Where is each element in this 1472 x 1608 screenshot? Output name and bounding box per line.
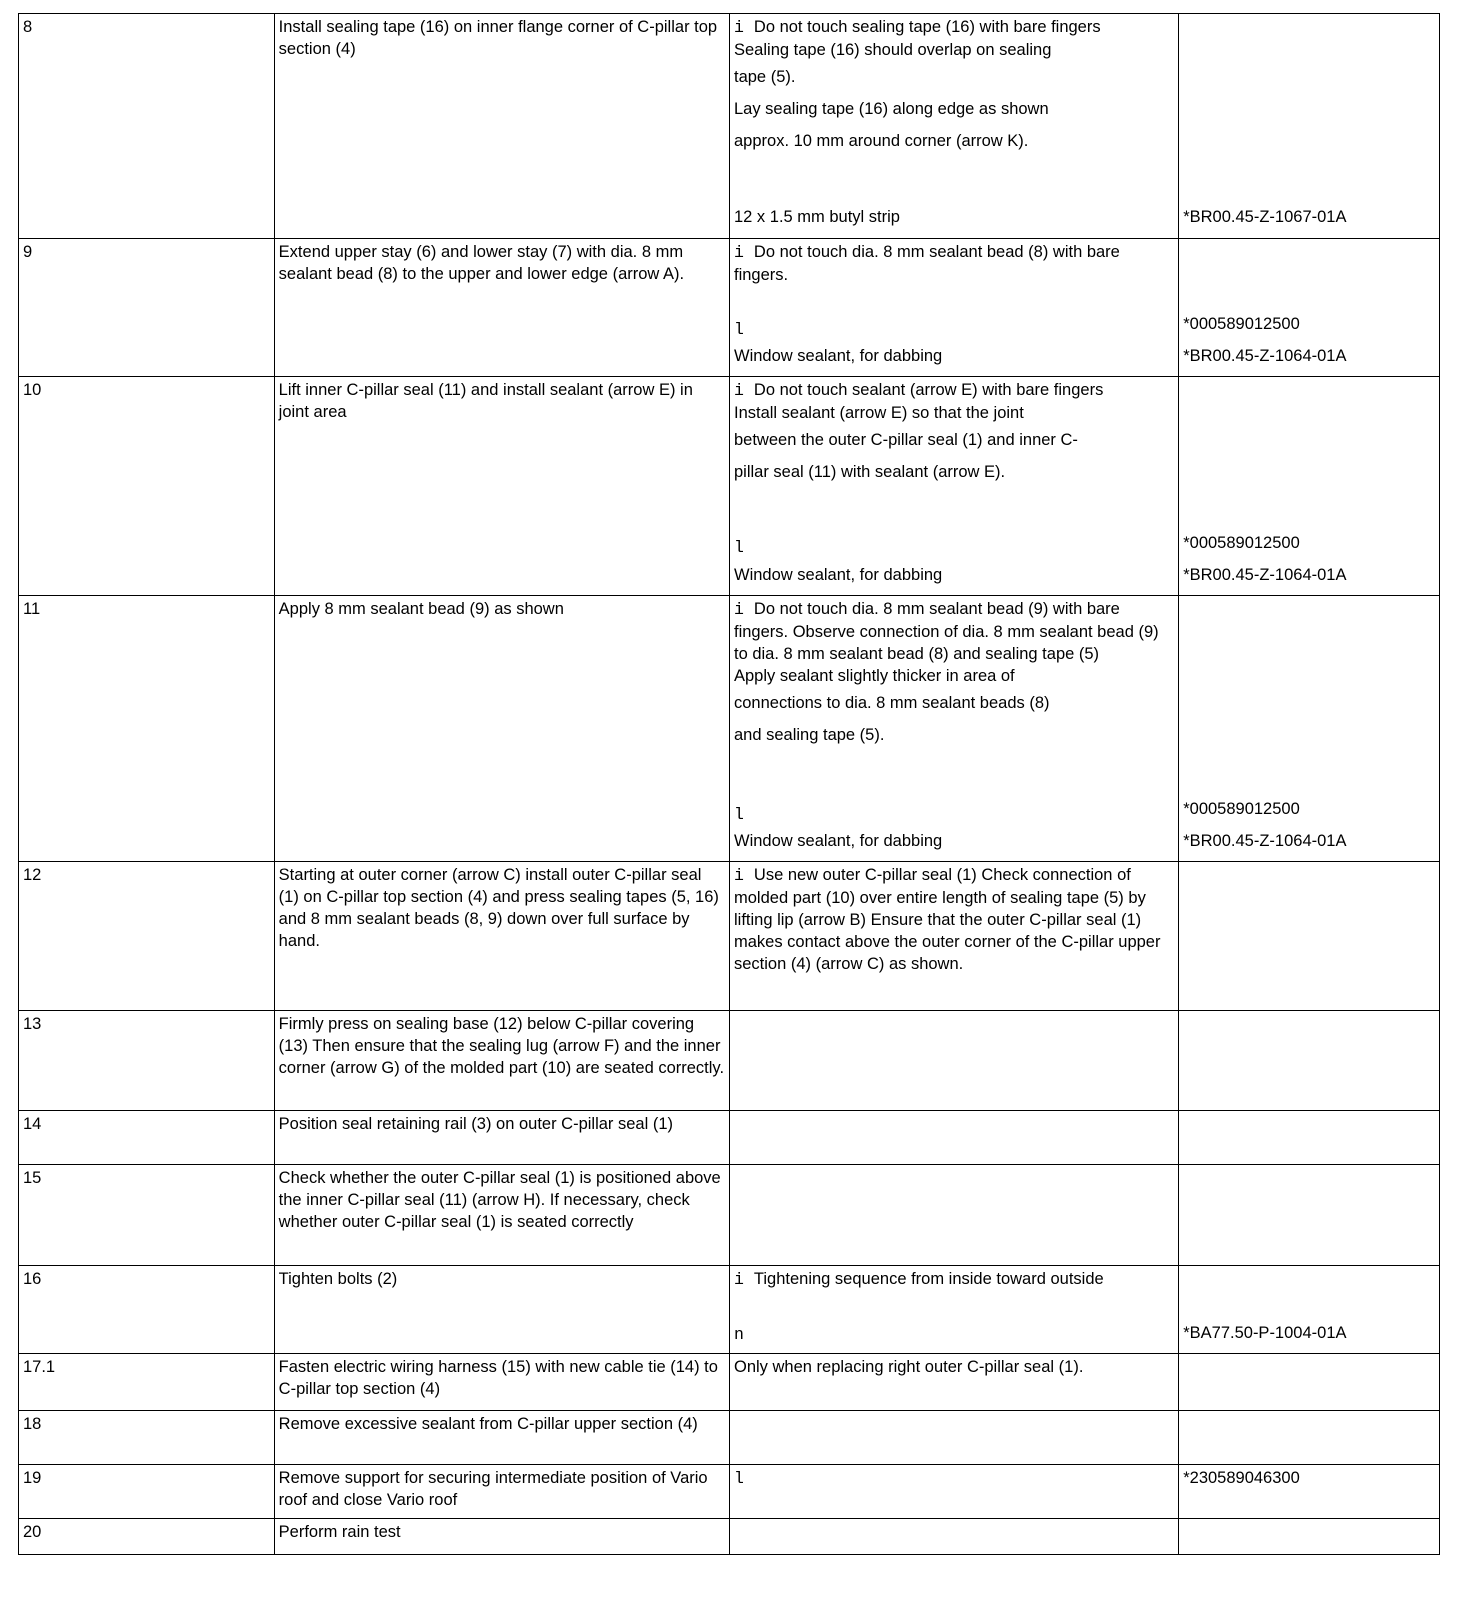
- note-line: pillar seal (11) with sealant (arrow E).: [734, 463, 1006, 481]
- step-number-cell: [19, 1266, 275, 1354]
- reference-link[interactable]: *BR00.45-Z-1064-01A: [1183, 566, 1347, 584]
- operation-text: Check whether the outer C-pillar seal (1) is positioned above the inner C-pillar seal (11) (arrow H). If necessary, check whether outer C-pillar seal (1) is seated correctly: [278, 1169, 721, 1231]
- reference-cell: [1179, 1354, 1440, 1411]
- operation-cell: [274, 862, 729, 1011]
- notes-cell: [730, 377, 1179, 596]
- table-row-step-20: [19, 1519, 1440, 1555]
- reference-link[interactable]: *BR00.45-Z-1064-01A: [1183, 347, 1347, 365]
- table-row-step-17-1: [19, 1354, 1440, 1411]
- reference-cell: [1179, 377, 1440, 596]
- note-line: approx. 10 mm around corner (arrow K).: [734, 132, 1029, 150]
- table-row-step-10: [19, 377, 1440, 596]
- operation-text: Tighten bolts (2): [278, 1270, 398, 1288]
- notes-cell: [730, 596, 1179, 862]
- material-text: 12 x 1.5 mm butyl strip: [734, 208, 900, 226]
- note-line: Apply sealant slightly thicker in area of: [734, 667, 1015, 685]
- material-icon: l: [734, 805, 744, 824]
- table-row-step-18: [19, 1411, 1440, 1465]
- operation-cell: [274, 1011, 729, 1111]
- material-text: Window sealant, for dabbing: [734, 347, 943, 365]
- notes-cell: [730, 1165, 1179, 1266]
- reference-link[interactable]: *000589012500: [1183, 534, 1300, 552]
- info-note-text: Do not touch sealing tape (16) with bare fingers: [753, 18, 1101, 36]
- material-icon: l: [734, 538, 744, 557]
- operation-text: Apply 8 mm sealant bead (9) as shown: [278, 600, 564, 618]
- operation-cell: [274, 1266, 729, 1354]
- step-number-cell: [19, 1165, 275, 1266]
- procedure-table: [18, 13, 1440, 1555]
- reference-link[interactable]: *BA77.50-P-1004-01A: [1183, 1324, 1347, 1342]
- reference-link[interactable]: *230589046300: [1183, 1469, 1300, 1487]
- operation-cell: [274, 1465, 729, 1519]
- step-number: 16: [23, 1270, 42, 1288]
- step-number: 10: [23, 381, 42, 399]
- reference-cell: [1179, 596, 1440, 862]
- info-note: [734, 16, 1174, 39]
- step-number: 15: [23, 1169, 42, 1187]
- operation-cell: [274, 1354, 729, 1411]
- operation-text: Position seal retaining rail (3) on outer C-pillar seal (1): [278, 1115, 674, 1133]
- reference-link[interactable]: *BR00.45-Z-1064-01A: [1183, 832, 1347, 850]
- operation-cell: [274, 596, 729, 862]
- operation-text: Fasten electric wiring harness (15) with new cable tie (14) to C-pillar top section (4): [278, 1358, 718, 1398]
- material-text: Window sealant, for dabbing: [734, 566, 943, 584]
- info-icon: i: [734, 18, 744, 37]
- info-icon: i: [734, 243, 744, 262]
- operation-text: Extend upper stay (6) and lower stay (7) with dia. 8 mm sealant bead (8) to the upper and lower edge (arrow A).: [278, 243, 685, 283]
- info-note: [734, 379, 1174, 402]
- table-row-step-9: [19, 239, 1440, 377]
- step-number-cell: [19, 239, 275, 377]
- reference-cell: [1179, 1266, 1440, 1354]
- material-text: Window sealant, for dabbing: [734, 832, 943, 850]
- step-number: 11: [23, 600, 41, 618]
- note-line: Install sealant (arrow E) so that the joint: [734, 404, 1024, 422]
- operation-text: Lift inner C-pillar seal (11) and install sealant (arrow E) in joint area: [278, 381, 693, 421]
- info-note: [734, 1268, 1174, 1291]
- note-line: and sealing tape (5).: [734, 726, 885, 744]
- table-row-step-12: [19, 862, 1440, 1011]
- table-row-step-13: [19, 1011, 1440, 1111]
- step-number-cell: [19, 377, 275, 596]
- operation-text: Remove excessive sealant from C-pillar upper section (4): [278, 1415, 698, 1433]
- notes-cell: [730, 239, 1179, 377]
- notes-cell: [730, 1519, 1179, 1555]
- step-number-cell: [19, 1011, 275, 1111]
- operation-text: Install sealing tape (16) on inner flange corner of C-pillar top section (4): [278, 18, 718, 58]
- table-row-step-19: [19, 1465, 1440, 1519]
- operation-cell: [274, 1165, 729, 1266]
- operation-cell: [274, 1411, 729, 1465]
- notes-cell: [730, 1465, 1179, 1519]
- step-number: 18: [23, 1415, 42, 1433]
- table-row-step-16: [19, 1266, 1440, 1354]
- step-number: 17.1: [23, 1358, 56, 1376]
- info-note-text: Use new outer C-pillar seal (1) Check connection of molded part (10) over entire length of sealing tape (5) by lifting lip (arrow B) Ensure that the outer C-pillar seal (1) makes contact above the outer corner of the C-pillar upper section (4) (arrow C) as shown.: [734, 866, 1161, 973]
- notes-cell: [730, 1266, 1179, 1354]
- info-note-text: Do not touch sealant (arrow E) with bare fingers: [753, 381, 1104, 399]
- operation-cell: [274, 377, 729, 596]
- step-number: 13: [23, 1015, 42, 1033]
- info-note-text: Tightening sequence from inside toward outside: [753, 1270, 1104, 1288]
- step-number: 8: [23, 18, 33, 36]
- note-line: between the outer C-pillar seal (1) and inner C-: [734, 431, 1078, 449]
- reference-cell: [1179, 1011, 1440, 1111]
- info-icon: i: [734, 381, 744, 400]
- step-number: 20: [23, 1523, 42, 1541]
- info-icon: i: [734, 866, 744, 885]
- step-number: 12: [23, 866, 42, 884]
- step-number-cell: [19, 1354, 275, 1411]
- table-row-step-8: [19, 14, 1440, 239]
- table-row-step-11: [19, 596, 1440, 862]
- reference-cell: [1179, 14, 1440, 239]
- reference-cell: [1179, 239, 1440, 377]
- tool-icon: n: [734, 1325, 744, 1344]
- notes-cell: [730, 1354, 1179, 1411]
- step-number-cell: [19, 1111, 275, 1165]
- note-line: tape (5).: [734, 68, 796, 86]
- operation-cell: [274, 1111, 729, 1165]
- info-note-text: Do not touch dia. 8 mm sealant bead (9) with bare fingers. Observe connection of dia. 8 mm sealant bead (9) to dia. 8 mm sealant bead (8) and sealing tape (5): [734, 600, 1159, 663]
- reference-cell: [1179, 1465, 1440, 1519]
- notes-cell: [730, 862, 1179, 1011]
- operation-text: Starting at outer corner (arrow C) install outer C-pillar seal (1) on C-pillar top section (4) and press sealing tapes (5, 16) and 8 mm sealant beads (8, 9) down over full surface by hand.: [278, 866, 719, 950]
- operation-text: Firmly press on sealing base (12) below C-pillar covering (13) Then ensure that the sealing lug (arrow F) and the inner corner (arrow G) of the molded part (10) are seated correctly.: [278, 1015, 725, 1077]
- notes-cell: [730, 1011, 1179, 1111]
- step-number-cell: [19, 1519, 275, 1555]
- note-line: Lay sealing tape (16) along edge as shown: [734, 100, 1049, 118]
- step-number: 19: [23, 1469, 42, 1487]
- info-icon: i: [734, 1270, 744, 1289]
- operation-cell: [274, 14, 729, 239]
- info-note: [734, 864, 1174, 975]
- operation-text: Remove support for securing intermediate position of Vario roof and close Vario roof: [278, 1469, 708, 1509]
- step-number-cell: [19, 1465, 275, 1519]
- material-icon: l: [734, 320, 744, 339]
- step-number-cell: [19, 596, 275, 862]
- info-text: Only when replacing right outer C-pillar seal (1).: [734, 1358, 1084, 1376]
- table-row-step-15: [19, 1165, 1440, 1266]
- reference-cell: [1179, 1111, 1440, 1165]
- reference-cell: [1179, 1165, 1440, 1266]
- note-line: Sealing tape (16) should overlap on sealing: [734, 41, 1052, 59]
- step-number-cell: [19, 862, 275, 1011]
- info-icon: i: [734, 600, 744, 619]
- info-note-text: Do not touch dia. 8 mm sealant bead (8) with bare fingers.: [734, 243, 1120, 284]
- notes-cell: [730, 1411, 1179, 1465]
- reference-link[interactable]: *000589012500: [1183, 315, 1300, 333]
- notes-cell: [730, 1111, 1179, 1165]
- operation-cell: [274, 1519, 729, 1555]
- step-number: 9: [23, 243, 33, 261]
- reference-cell: [1179, 862, 1440, 1011]
- step-number: 14: [23, 1115, 42, 1133]
- reference-cell: [1179, 1519, 1440, 1555]
- info-note: [734, 241, 1174, 286]
- note-line: connections to dia. 8 mm sealant beads (8): [734, 694, 1050, 712]
- reference-link[interactable]: *000589012500: [1183, 800, 1300, 818]
- info-note: [734, 598, 1174, 665]
- reference-link[interactable]: *BR00.45-Z-1067-01A: [1183, 208, 1347, 226]
- step-number-cell: [19, 14, 275, 239]
- material-icon: l: [734, 1469, 744, 1488]
- operation-cell: [274, 239, 729, 377]
- step-number-cell: [19, 1411, 275, 1465]
- operation-text: Perform rain test: [278, 1523, 401, 1541]
- table-row-step-14: [19, 1111, 1440, 1165]
- notes-cell: [730, 14, 1179, 239]
- reference-cell: [1179, 1411, 1440, 1465]
